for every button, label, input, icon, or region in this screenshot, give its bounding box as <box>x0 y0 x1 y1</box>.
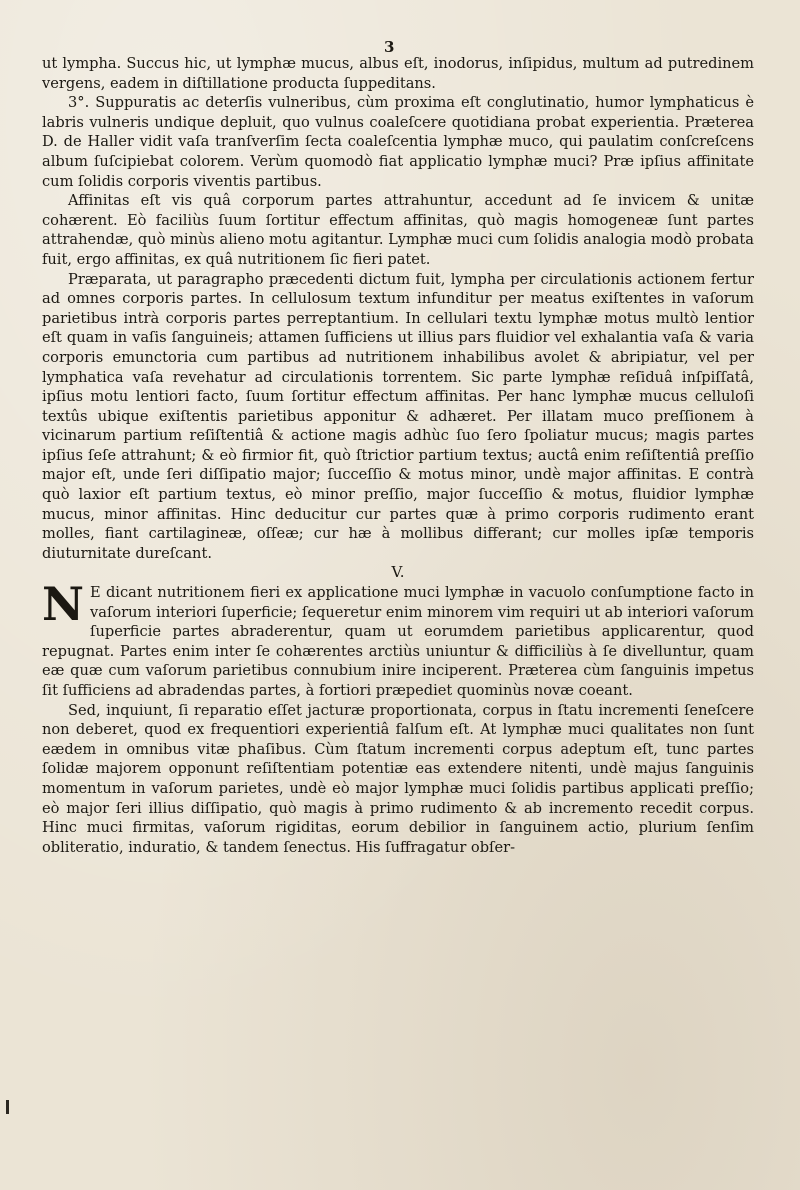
body-text <box>42 54 754 857</box>
paragraph-1: ut lympha. Succus hic, ut lymphæ mucus, albus eſt, inodorus, inſipidus, multum ad putredinem vergens, eadem in diſtillatione producta ſuppeditans. <box>42 55 754 92</box>
section-paragraph-1 <box>42 577 754 701</box>
paragraph-3: Affinitas eſt vis quâ corporum partes attrahuntur, accedunt ad ſe invicem & unitæ cohærent. Eò faciliùs ſuum ſortitur effectum affinitas, quò magis homogeneæ ſunt partes attrahendæ, quò minùs alieno motu agitantur. Lymphæ muci cum ſolidis analogia modò probata fuit, ergo affinitas, ex quâ nutritionem ſic fieri patet. <box>42 192 754 268</box>
page-number: 3 <box>384 38 395 56</box>
paragraph-2: 3°. Suppuratis ac deterſis vulneribus, cùm proxima eſt conglutinatio, humor lymphaticus è labris vulneris undique depluit, quo vulnus coaleſcere quotidiana probat experientia. Præterea D. de Haller vidit vaſa tranſverſim ſecta coaleſcentia lymphæ muco, qui paulatim conſcreſcens album ſuſcipiebat colorem. Verùm quomodò fiat applicatio lymphæ muci? Præ ipſius affinitate cum ſolidis corporis viventis partibus. <box>42 94 754 190</box>
section-paragraph-1-text: E dicant nutritionem fieri ex applicatione muci lymphæ in vacuolo conſumptione facto in vaſorum interiori ſuperficie; ſequeretur enim minorem vim requiri ut ab interiori vaſorum ſuperficie partes abraderentur, quam ut eorumdem parietibus applicarentur, quod repugnat. Partes enim inter ſe cohærentes arctiùs uniuntur & difficiliùs à ſe divelluntur, quam eæ quæ cum vaſorum parietibus connubium inire inciperent. Præterea cùm ſanguinis impetus ſit ſufficiens ad abradendas partes, à fortiori præpediet quominùs novæ coeant. <box>42 584 754 699</box>
section-paragraph-2: Sed, inquiunt, ſi reparatio eſſet jacturæ proportionata, corpus in ſtatu incrementi ſeneſcere non deberet, quod ex frequentiori experientiâ falſum eſt. At lymphæ muci qualitates non ſunt eædem in omnibus vitæ phaſibus. Cùm ſtatum incrementi corpus adeptum eſt, tunc partes ſolidæ majorem opponunt reſiſtentiam potentiæ eas extendere nitenti, undè majus ſanguinis momentum in vaſorum parietes, undè eò major lymphæ muci ſolidis partibus applicati preſſio; eò major ſeri illius diſſipatio, quò magis à primo rudimento & ab incremento recedit corpus. Hinc muci firmitas, vaſorum rigiditas, eorum debilior in ſanguinem actio, plurium ſenſim obliteratio, induratio, & tandem ſenectus. His ſuffragatur obſer- <box>42 701 754 856</box>
section-heading: V. <box>391 563 405 582</box>
drop-cap: N <box>42 577 85 632</box>
margin-mark <box>6 1100 9 1114</box>
paragraph-4: Præparata, ut paragrapho præcedenti dictum fuit, lympha per circulationis actionem fertur ad omnes corporis partes. In cellulosum textum infunditur per meatus exiſtentes in vaſorum parietibus intrà corporis partes perreptantium. In cellulari textu lymphæ motus multò lentior eſt quam in vaſis ſanguineis; attamen ſufficiens ut illius pars fluidior vel exhalantia vaſa & varia corporis emunctoria cum partibus ad nutritionem inhabilibus avolet & abripiatur, vel per lymphatica vaſa revehatur ad circulationis torrentem. Sic parte lymphæ reſiduâ inſpiſſatâ, ipſius motu lentiori facto, ſuum ſortitur effectum affinitas. Per hanc lymphæ mucus celluloſi textûs ubique exiſtentis parietibus apponitur & adhæret. Per illatam muco preſſionem à vicinarum partium reſiſtentiâ & actione magis adhùc ſuo ſero ſpoliatur mucus; magis partes ipſius ſeſe attrahunt; & eò firmior fit, quò ſtrictior partium textus; auctâ enim reſiſtentiâ preſſio major eſt, unde ſeri diſſipatio major; ſucceſſio & motus minor, undè major affinitas. E contrà quò laxior eſt partium textus, eò minor preſſio, major ſucceſſio & motus, fluidior lymphæ mucus, minor affinitas. Hinc deducitur cur partes quæ à primo corporis rudimento erant molles, fiant cartilagineæ, oſſeæ; cur hæ à mollibus differant; cur molles ipſæ temporis diuturnitate dureſcant. <box>42 270 754 562</box>
